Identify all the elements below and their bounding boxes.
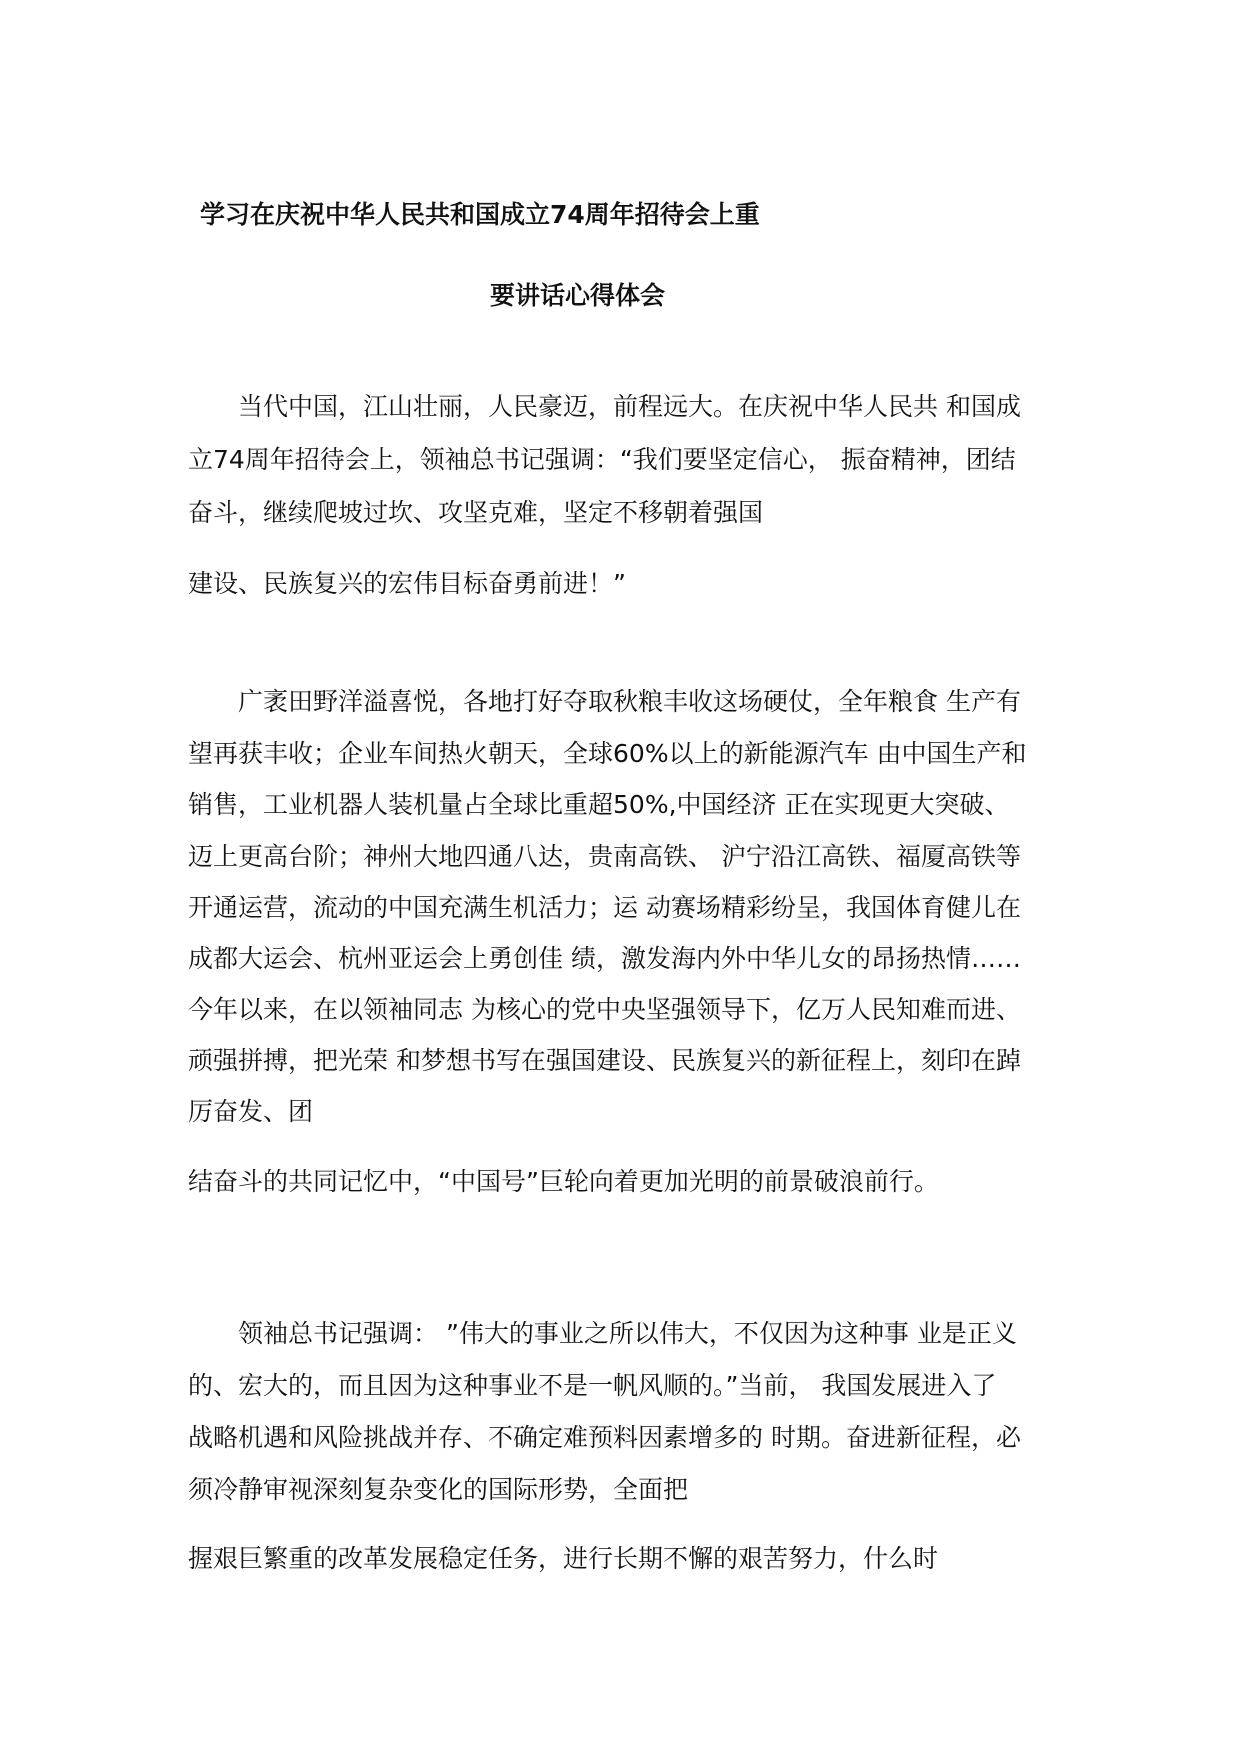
paragraph-3-line-3: 销售，工业机器人装机量占全球比重超50%,中国经济 正在实现更大突破、 xyxy=(188,790,1010,819)
document-title-line-1: 学习在庆祝中华人民共和国成立74周年招待会上重 xyxy=(200,200,760,229)
paragraph-4-line-1: 结奋斗的共同记忆中，“中国号”巨轮向着更加光明的前景破浪前行。 xyxy=(188,1167,939,1196)
paragraph-5-line-4: 须冷静审视深刻复杂变化的国际形势，全面把 xyxy=(188,1475,689,1504)
paragraph-3-line-7: 今年以来，在以领袖同志 为核心的党中央坚强领导下，亿万人民知难而进、 xyxy=(188,995,1021,1024)
paragraph-3-line-4: 迈上更高台阶；神州大地四通八达，贵南高铁、 沪宁沿江高铁、福厦高铁等 xyxy=(188,842,1021,871)
document-title-line-2: 要讲话心得体会 xyxy=(490,281,666,310)
paragraph-3-line-9: 厉奋发、团 xyxy=(188,1097,314,1126)
paragraph-3-line-6: 成都大运会、杭州亚运会上勇创佳 绩，激发海内外中华儿女的昂扬热情…… xyxy=(188,944,1021,973)
paragraph-3-line-5: 开通运营，流动的中国充满生机活力；运 动赛场精彩纷呈，我国体育健儿在 xyxy=(188,893,1021,922)
paragraph-5-line-3: 战略机遇和风险挑战并存、不确定难预料因素增多的 时期。奋进新征程，必 xyxy=(188,1423,1021,1452)
paragraph-2-line-1: 建设、民族复兴的宏伟目标奋勇前进！” xyxy=(188,569,626,598)
paragraph-5-line-1: 领袖总书记强调： ”伟大的事业之所以伟大，不仅因为这种事 业是正义 xyxy=(188,1319,1017,1348)
paragraph-3-line-8: 顽强拼搏，把光荣 和梦想书写在强国建设、民族复兴的新征程上，刻印在踔 xyxy=(188,1046,1021,1075)
paragraph-6-line-1: 握艰巨繁重的改革发展稳定任务，进行长期不懈的艰苦努力，什么时 xyxy=(188,1544,939,1573)
paragraph-3-line-2: 望再获丰收；企业车间热火朝天，全球60%以上的新能源汽车 由中国生产和 xyxy=(188,739,1027,768)
paragraph-1-line-1: 当代中国，江山壮丽，人民豪迈，前程远大。在庆祝中华人民共 和国成 xyxy=(188,392,1021,421)
paragraph-5-line-2: 的、宏大的，而且因为这种事业不是一帆风顺的。”当前， 我国发展进入了 xyxy=(188,1371,997,1400)
paragraph-1-line-3: 奋斗，继续爬坡过坎、攻坚克难，坚定不移朝着强国 xyxy=(188,498,764,527)
paragraph-1-line-2: 立74周年招待会上，领袖总书记强调：“我们要坚定信心， 振奋精神，团结 xyxy=(188,445,1016,474)
paragraph-3-line-1: 广袤田野洋溢喜悦，各地打好夺取秋粮丰收这场硬仗，全年粮食 生产有 xyxy=(188,687,1021,716)
